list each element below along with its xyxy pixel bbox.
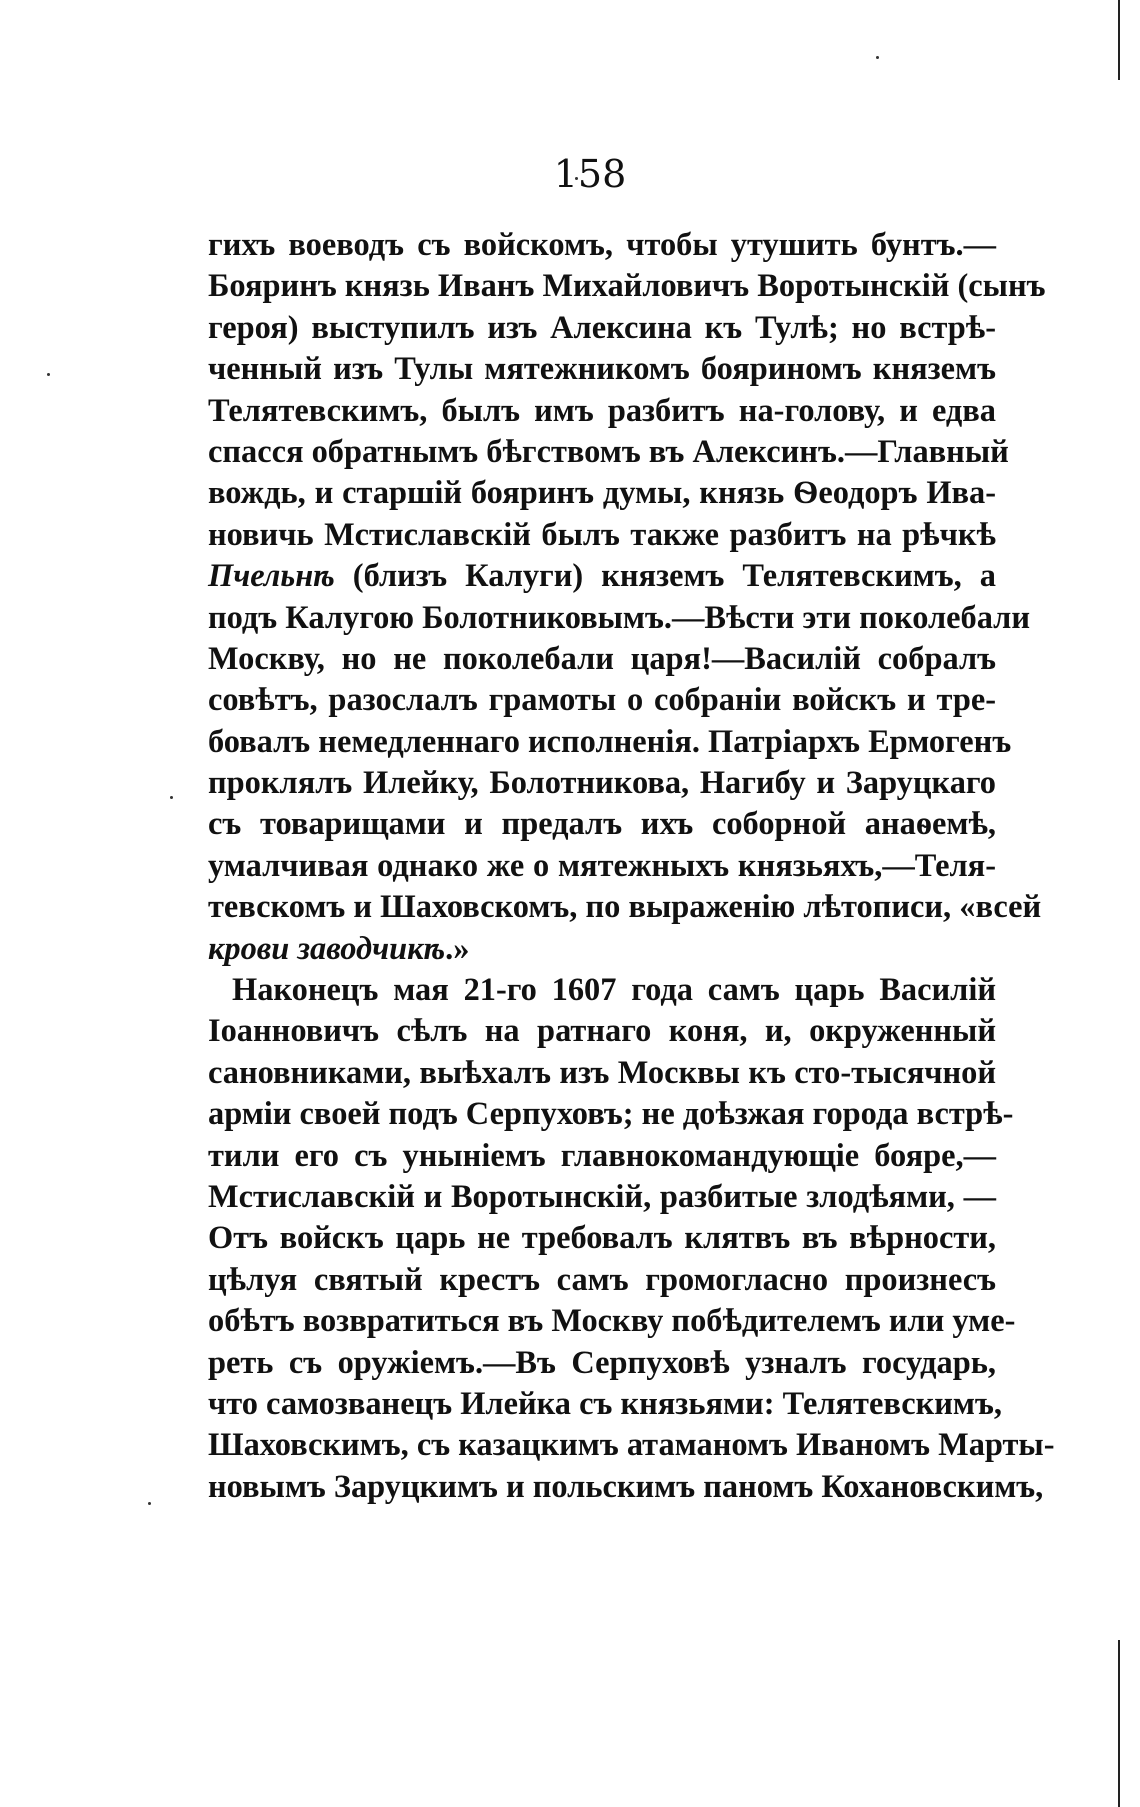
text-line: что самозванецъ Илейка съ князьями: Телятевскимъ, <box>208 1385 1002 1422</box>
text-line: вождь, и старшій бояринъ думы, князь Ѳеодоръ Ива- <box>208 475 996 512</box>
text-line: совѣтъ, разослалъ грамоты о собраніи войскъ и тре- <box>208 682 996 719</box>
text-line <box>208 556 996 597</box>
text-line: Телятевскимъ, былъ имъ разбитъ на-голову, и едва <box>208 392 996 429</box>
italic-place-name: Пчельнѣ <box>208 558 335 595</box>
print-speck <box>148 1502 151 1505</box>
text-line: новымъ Заруцкимъ и польскимъ паномъ Кохановскимъ, <box>208 1468 1044 1505</box>
text-line: проклялъ Илейку, Болотникова, Нагибу и Заруцкаго <box>208 765 996 802</box>
text-line: Шаховскимъ, съ казацкимъ атаманомъ Иваномъ Марты- <box>208 1427 1055 1464</box>
paragraph-start-line: Наконецъ мая 21-го 1607 года самъ царь Василій <box>232 972 996 1009</box>
text-line: бовалъ немедленнаго исполненія. Патріархъ Ермогенъ <box>208 723 1012 760</box>
body-text <box>208 225 1055 1508</box>
text-line: героя) выступилъ изъ Алексина къ Тулѣ; но встрѣ- <box>208 309 996 346</box>
text-line: тевскомъ и Шаховскомъ, по выраженію лѣтописи, «всей <box>208 889 1042 926</box>
text-line <box>208 929 996 970</box>
page-edge-line-top <box>1118 0 1120 80</box>
print-speck <box>170 796 173 799</box>
text-line-rest: .» <box>445 930 470 967</box>
text-line: Бояринъ князь Иванъ Михайловичъ Воротынскій (сынъ <box>208 268 1046 305</box>
text-line: съ товарищами и предалъ ихъ соборной анаѳемѣ, <box>208 806 996 843</box>
text-line: тили его съ уныніемъ главнокомандующіе бояре,— <box>208 1137 996 1174</box>
text-line: гихъ воеводъ съ войскомъ, чтобы утушить бунтъ.— <box>208 227 996 263</box>
text-line: цѣлуя святый крестъ самъ громогласно произнесъ <box>208 1261 996 1298</box>
text-line: Отъ войскъ царь не требовалъ клятвъ въ вѣрности, <box>208 1220 996 1257</box>
page-number: 158 <box>553 152 627 196</box>
text-line: новичь Мстиславскій былъ также разбитъ на рѣчкѣ <box>208 516 996 553</box>
text-line: Мстиславскій и Воротынскій, разбитые злодѣями, — <box>208 1178 996 1215</box>
text-line: спасся обратнымъ бѣгствомъ въ Алексинъ.—Главный <box>208 433 1009 470</box>
text-line: сановниками, выѣхалъ изъ Москвы къ сто-тысячной <box>208 1054 996 1091</box>
text-line-rest: (близъ Калуги) княземъ Телятевскимъ, а <box>334 558 996 595</box>
text-line: ченный изъ Тулы мятежникомъ бояриномъ княземъ <box>208 351 996 388</box>
text-line: Москву, но не поколебали царя!—Василій собралъ <box>208 640 996 677</box>
italic-quote: крови заводчикѣ <box>208 930 446 967</box>
text-line: обѣтъ возвратиться въ Москву побѣдителемъ или уме- <box>208 1303 1016 1340</box>
text-line: подъ Калугою Болотниковымъ.—Вѣсти эти поколебали <box>208 599 1031 636</box>
print-speck <box>876 56 879 59</box>
text-line: реть съ оружіемъ.—Въ Серпуховѣ узналъ государь, <box>208 1344 996 1381</box>
page-edge-line-bottom <box>1118 1640 1120 1807</box>
text-line: Іоанновичъ сѣлъ на ратнаго коня, и, окруженный <box>208 1013 996 1050</box>
print-speck <box>47 373 50 376</box>
text-line: умалчивая однако же о мятежныхъ князьяхъ,—Теля- <box>208 847 996 884</box>
text-line: арміи своей подъ Серпуховъ; не доѣзжая города встрѣ- <box>208 1096 1014 1133</box>
